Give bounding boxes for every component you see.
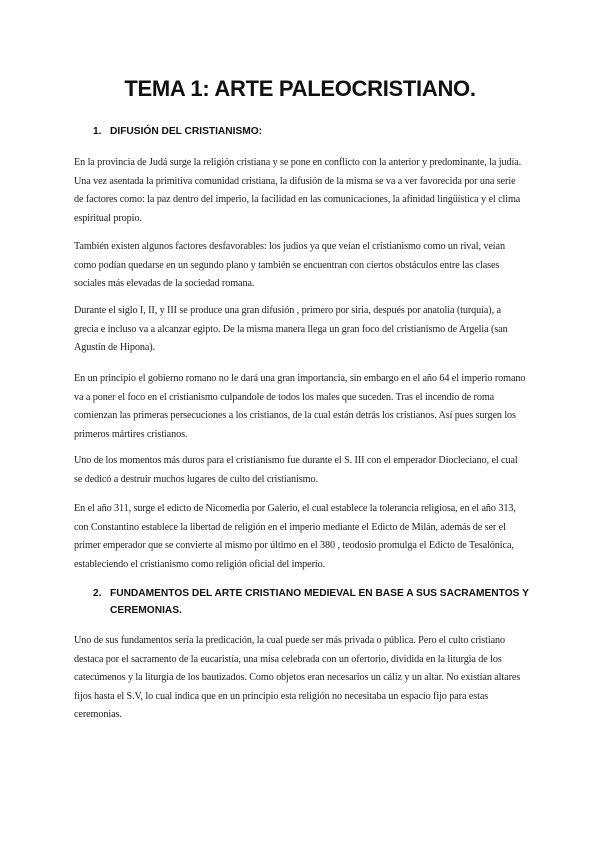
page-title: TEMA 1: ARTE PALEOCRISTIANO. — [124, 76, 476, 101]
section-heading-1 — [93, 123, 533, 140]
paragraph: También existen algunos factores desfavorables: los judios ya que veían el cristianismo como un rival, veían como podían quedarse en un segundo plano y también se encuentran con ciertos obstáculos entre las clases sociales más elevadas de la sociedad romana. — [74, 241, 505, 289]
section-heading-2 — [93, 585, 533, 619]
section-number: 2. — [93, 588, 102, 599]
section-heading-text: DIFUSIÓN DEL CRISTIANISMO: — [110, 126, 263, 137]
paragraph: Uno de los momentos más duros para el cristianismo fue durante el S. III con el emperador Diocleciano, el cual se dedicó a destruir muchos lugares de culto del cristianismo. — [74, 455, 518, 485]
section-number: 1. — [93, 126, 102, 137]
paragraph: En el año 311, surge el edicto de Nicomedia por Galerio, el cual establece la tolerancia religiosa, en el año 313, con Constantino establece la libertad de religión en el imperio mediante el Edicto de Milán, además de ser el primer emperador que se convierte al mismo por último en el 380 , teodosio promulga el Edicto de Tesalónica, estableciendo el cristianismo como religión oficial del imperio. — [74, 503, 516, 570]
paragraph: Uno de sus fundamentos sería la predicación, la cual puede ser más privada o pública. Pero el culto cristiano destaca por el sacramento de la eucaristía, una misa celebrada con un ofertorio, dividida en la liturgia de los catecúmenos y la liturgia de los bautizados. Como objetos eran necesarios un cáliz y un altar. No existían altares fijos hasta el S.V, lo cual indica que en un principio esta religión no necesitaba un espacio fijo para estas ceremonias. — [74, 635, 521, 720]
paragraph: Durante el siglo I, II, y III se produce una gran difusión , primero por siria, después por anatolia (turquía), a grecia e incluso va a alcanzar egipto. De la misma manera llega un gran foco del cristianismo de Argelia (san Agustín de Hipona). — [74, 305, 508, 353]
section-heading-text: FUNDAMENTOS DEL ARTE CRISTIANO MEDIEVAL EN BASE A SUS SACRAMENTOS Y CEREMONIAS. — [110, 588, 529, 616]
paragraph: En la provincia de Judá surge la religión cristiana y se pone en conflicto con la anterior y predominante, la judía. Una vez asentada la primitiva comunidad cristiana, la difusión de la misma se va a ver favorecida por una serie de factores como: la paz dentro del imperio, la facilidad en las comunicaciones, la afinidad lingüística y el clima espiritual propio. — [74, 157, 522, 224]
paragraph: En un principio el gobierno romano no le dará una gran importancia, sin embargo en el año 64 el imperio romano va a poner el foco en el cristianismo culpandole de todos los males que suceden. Tras el incendio de roma comienzan las primeras persecuciones a los cristianos, de la cual están detrás los cristianos. Así pues surgen los primeros mártires cristianos. — [74, 373, 526, 440]
